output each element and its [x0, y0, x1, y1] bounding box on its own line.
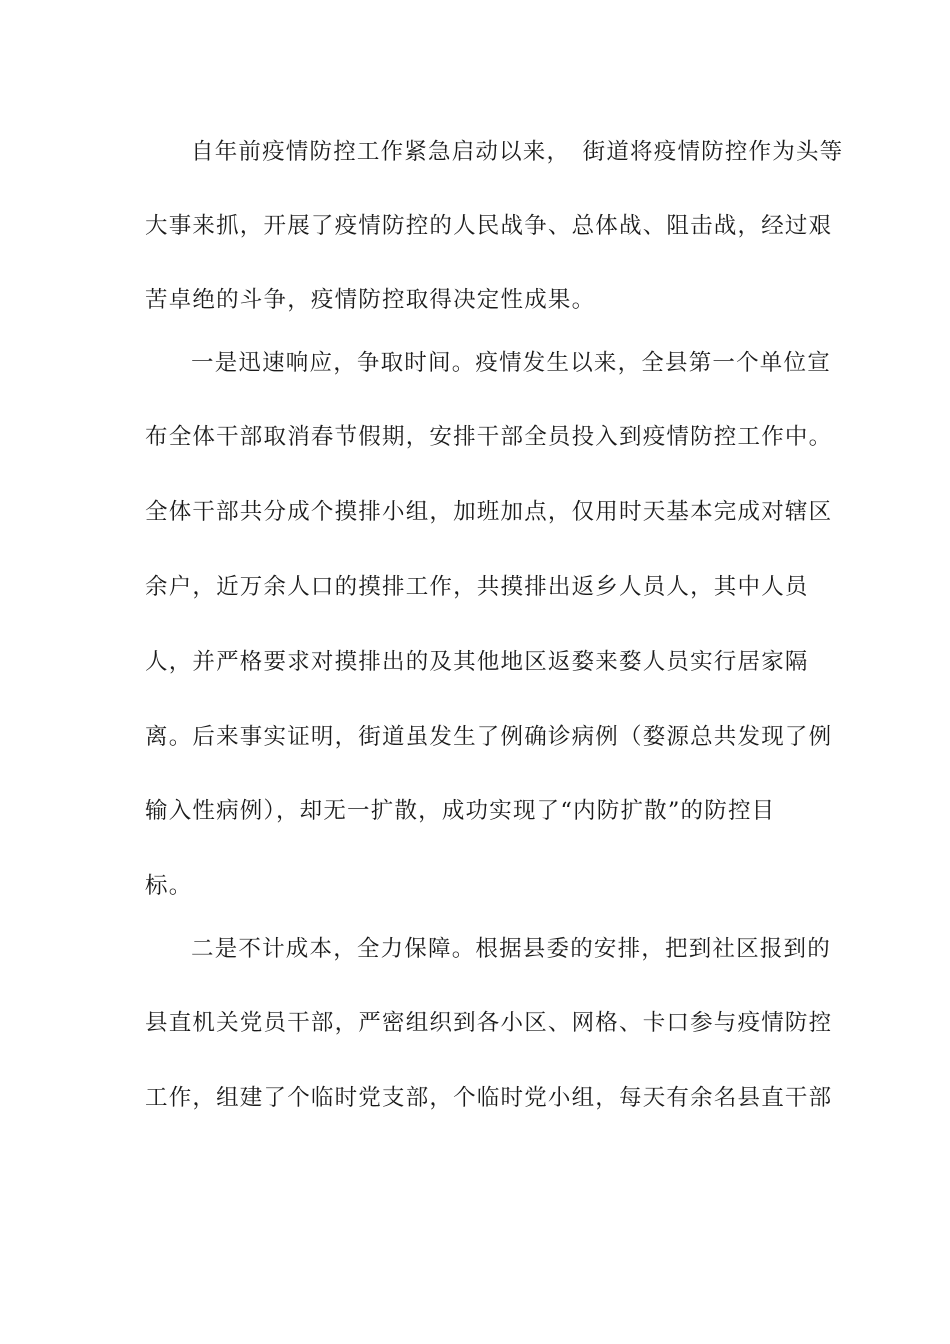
paragraph-2-line-7: 输入性病例），却无一扩散，成功实现了“内防扩散”的防控目: [145, 798, 776, 824]
paragraph-1-line-2: 大事来抓，开展了疫情防控的人民战争、总体战、阻击战，经过艰: [145, 213, 833, 239]
paragraph-2-line-5: 人，并严格要求对摸排出的及其他地区返婺来婺人员实行居家隔: [145, 649, 809, 675]
paragraph-2-line-1: 一是迅速响应，争取时间。疫情发生以来，全县第一个单位宣: [191, 350, 831, 376]
paragraph-3-line-3: 工作，组建了个临时党支部，个临时党小组，每天有余名县直干部: [145, 1085, 833, 1111]
paragraph-2-line-8: 标。: [145, 873, 193, 899]
paragraph-3-line-2: 县直机关党员干部，严密组织到各小区、网格、卡口参与疫情防控: [145, 1010, 833, 1036]
paragraph-1-line-1: 自年前疫情防控工作紧急启动以来， 街道将疫情防控作为头等: [191, 139, 844, 165]
paragraph-2-line-6: 离。后来事实证明，街道虽发生了例确诊病例（婺源总共发现了例: [145, 724, 833, 750]
paragraph-2-line-4: 余户，近万余人口的摸排工作，共摸排出返乡人员人，其中人员: [145, 574, 809, 600]
paragraph-2-line-3: 全体干部共分成个摸排小组，加班加点，仅用时天基本完成对辖区: [145, 499, 833, 525]
paragraph-2-line-2: 布全体干部取消春节假期，安排干部全员投入到疫情防控工作中。: [145, 424, 833, 450]
paragraph-1-line-3: 苦卓绝的斗争，疫情防控取得决定性成果。: [145, 287, 596, 313]
paragraph-3-line-1: 二是不计成本，全力保障。根据县委的安排，把到社区报到的: [191, 936, 831, 962]
